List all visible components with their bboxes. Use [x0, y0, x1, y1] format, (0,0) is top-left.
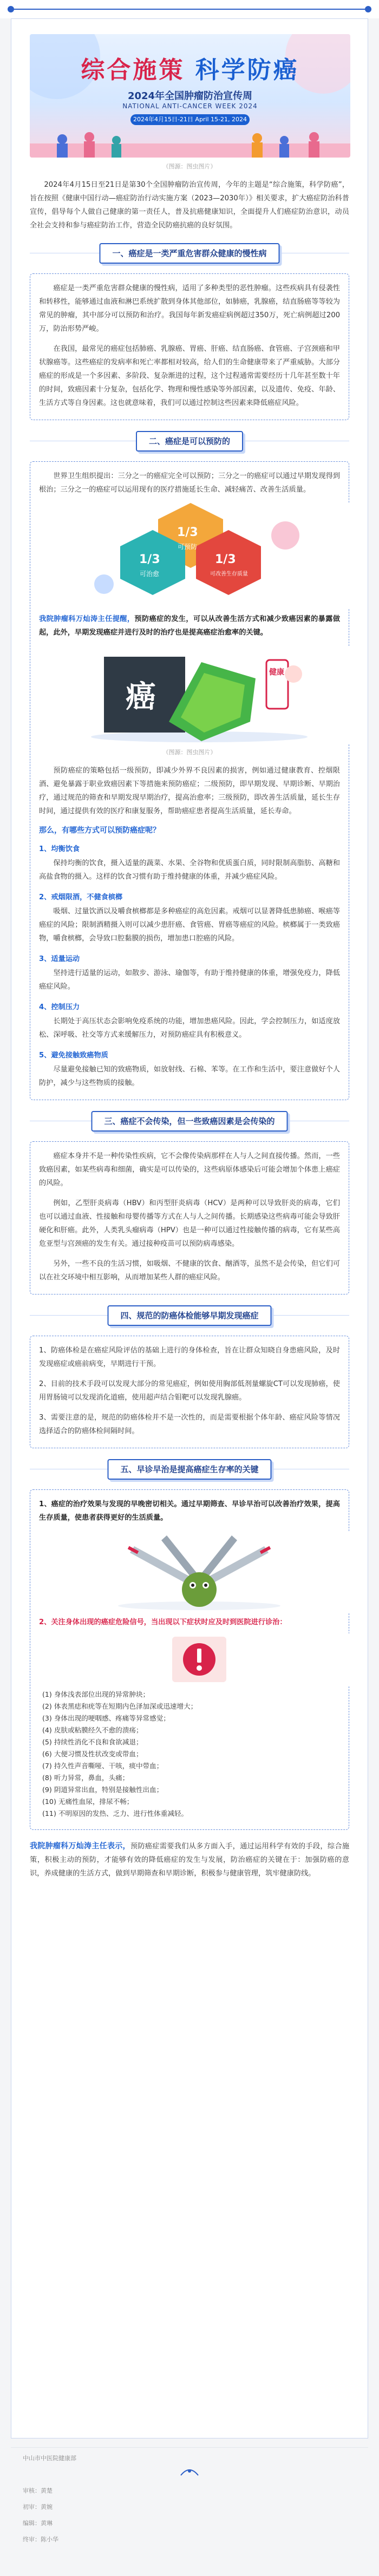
banner-title: 综合施策 科学防癌	[81, 56, 299, 84]
article-frame	[11, 18, 368, 2438]
crowd-illustration	[30, 127, 350, 158]
prevention-item	[39, 1001, 340, 1042]
prevention-item-text: 吸烟、过量饮酒以及嚼食槟榔都是多种癌症的高危因素。戒烟可以显著降低患肺癌、喉癌等癌症的风险；限制酒精摄入则可以减少患肝癌、食管癌、胃癌等癌症的风险。槟榔属于一类致癌物，嚼食槟榔，会导致口腔黏膜的损伤，增加患口腔癌的风险。	[39, 907, 340, 943]
footer-leaf-icon	[179, 2467, 200, 2477]
section-3-heading: 三、癌症不会传染，但一些致癌因素是会传染的	[30, 1111, 349, 1133]
prevention-item-heading: 5、避免接触致癌物质	[39, 1051, 108, 1060]
image-caption-2: （图源：图虫图片）	[162, 749, 217, 756]
banner-subtitle-en: NATIONAL ANTI-CANCER WEEK 2024	[122, 102, 258, 110]
section-3-paragraph-2: 例如，乙型肝炎病毒（HBV）和丙型肝炎病毒（HCV）是两种可以导致肝炎的病毒，它们也可以通过血液、性接触和母婴传播等方式在人与人之间传播。长期感染这些病毒可能会导致肝硬化和肝癌。此外，人类乳头瘤病毒（HPV）也是一种可以通过性接触传播的病毒，它有某些高危亚型与宫颈癌的发生有关。通过接种疫苗可以预防病毒感染。	[39, 1199, 340, 1248]
prevention-item-text: 长期处于高压状态会影响免疫系统的功能，增加患癌风险。因此，学会控制压力，如适度放松、深呼吸、社交等方式来缓解压力，对预防癌症具有积极意义。	[39, 1017, 340, 1039]
section-1-heading: 一、癌症是一类严重危害群众健康的慢性病	[30, 243, 349, 265]
doctor-quote: 我院肿瘤科万灿涛主任提醒，预防癌症的发生，可以从改善生活方式和减少致癌因素的暴露做起，此外，早期发现癌症并进行及时的治疗也是提高癌症治愈率的关键。	[39, 615, 341, 637]
section-5-card	[30, 1489, 349, 1830]
prevention-item-text: 尽量避免接触已知的致癌物质，如放射线、石棉、苯等。在工作和生活中，要注意做好个人防护，减少与这些物质的接触。	[39, 1065, 340, 1087]
warning-signal: (10) 无痛性血尿，排尿不畅；	[42, 1797, 134, 1806]
warning-signals-list	[42, 1689, 340, 1820]
section-3-card	[30, 1141, 349, 1294]
warning-signal: (6) 大便习惯及性状改变或带血；	[42, 1750, 143, 1758]
improve-label: 可改善生存质量	[210, 571, 248, 577]
warning-signal: (11) 不明原因的发热、乏力、进行性体重减轻。	[42, 1809, 188, 1817]
prevention-item-heading: 2、戒烟限酒，不健食槟榔	[39, 893, 123, 901]
footer-divider	[11, 2447, 368, 2448]
footer-editor: 编辑：黄琳	[23, 2520, 53, 2527]
section-4-heading: 四、规范的防癌体检能够早期发现癌症	[30, 1305, 349, 1327]
swords-illustration	[39, 1531, 360, 1612]
warning-signal: (8) 听力异常，鼻血，头痛；	[42, 1774, 129, 1782]
one-third-label-b: 1/3	[139, 553, 160, 566]
warning-signal: (4) 皮肤或粘膜经久不愈的溃疡；	[42, 1726, 143, 1734]
one-third-illustration	[39, 503, 360, 609]
footer-final-review: 终审：陈小华	[23, 2536, 58, 2543]
warning-signal: (1) 身体浅表部位出现的异常肿块；	[42, 1690, 150, 1698]
section-1-card	[30, 273, 349, 420]
image-caption: （图源：图虫图片）	[162, 163, 217, 170]
screening-point: 2、目前的技术手段可以发现大部分的常见癌症，例如使用胸部低剂量螺旋CT可以发现肺癌，使用胃肠镜可以发现消化道癌，使用超声结合钼靶可以发现乳腺癌。	[39, 1380, 340, 1402]
warning-signals-intro: 2、关注身体出现的癌症危险信号，当出现以下症状时应及时到医院进行诊治：	[39, 1618, 287, 1626]
prevention-item-heading: 4、控制压力	[39, 1003, 80, 1011]
shield-illustration	[39, 646, 360, 743]
warning-signal: (7) 持久性声音嘶哑、干咳，痰中带血；	[42, 1762, 164, 1770]
warning-signal: (3) 身体出现的哽咽感、疼痛等异常感觉；	[42, 1714, 170, 1722]
hero-banner	[30, 34, 350, 158]
banner-subtitle: 2024年全国肿瘤防治宣传周	[127, 90, 253, 102]
section-2-card	[30, 461, 349, 1100]
prevention-item	[39, 1049, 340, 1090]
cure-label: 可治愈	[140, 570, 160, 578]
one-third-label-a: 1/3	[177, 526, 198, 539]
prevention-item	[39, 843, 340, 884]
top-decoration	[0, 0, 379, 18]
screening-point: 3、需要注意的是，规范的防癌体检并不是一次性的，而是需要根据个体年龄、癌症风险等情况选择适合的防癌体检间隔时间。	[39, 1414, 340, 1435]
prevention-item-text: 坚持进行适量的运动，如散步、游泳、瑜伽等，有助于维持健康的体重，增强免疫力，降低癌症风险。	[39, 969, 340, 991]
section-3-paragraph-3: 另外，一些不良的生活习惯，如吸烟、不健康的饮食、酗酒等，虽然不是会传染，但它们可以在社交环境中相互影响，从而增加某些人群的癌症风险。	[39, 1260, 340, 1282]
footer-org: 中山市中医院健康部	[23, 2455, 76, 2462]
cancer-word: 癌	[126, 679, 156, 715]
closing-paragraph: 我院肿瘤科万灿涛主任表示，预防癌症需要我们从多方面入手，通过运用科学有效的手段，综合施策，积极主动的预防，才能够有效的降低癌症的发生与发展，防治癌症的关键在于：加强防癌的意识，养成健康的生活方式，做到早期筛查和早期诊断，积极参与健康管理，筑牢健康防线。	[30, 1842, 350, 1878]
banner-dates: 2024年4月15日-21日 April 15-21, 2024	[130, 114, 250, 125]
footer-review: 审核：黄楚	[23, 2487, 53, 2494]
early-treatment-paragraph: 1、癌症的治疗效果与发现的早晚密切相关。通过早期筛查、早诊早治可以改善治疗效果，提高生存质量，使患者获得更好的生活质量。	[39, 1500, 340, 1522]
prevention-item	[39, 891, 340, 945]
section-3-paragraph-1: 癌症本身并不是一种传染性疾病，它不会像传染病那样在人与人之间直接传播。然而，一些致癌因素，如某些病毒和细菌，确实是可以传染的，这些病原体感染后可能会增加个体患上癌症的风险。	[39, 1152, 340, 1187]
section-5-heading: 五、早诊早治是提高癌症生存率的关键	[30, 1459, 349, 1481]
warning-signal: (9) 阴道异常出血，特别是接触性出血；	[42, 1786, 164, 1794]
section-2-paragraph-2: 预防癌症的策略包括一级预防，即减少外界不良因素的损害，例如通过健康教育、控烟限酒、避免暴露于职业致癌因素下等措施来预防癌症；二级预防，即早期发现、早期诊断、早期治疗，通过规范的筛查和早期发现早期治疗，提高治愈率；三级预防，即改善生活质量，延长生存时间，通过提供有效的医疗和康复服务，帮助癌症患者提高生活质量，延长寿命。	[39, 767, 340, 815]
warning-illustration	[39, 1633, 360, 1685]
prevent-label: 可预防	[178, 543, 198, 551]
prevention-item	[39, 953, 340, 993]
screening-point: 1、防癌体检是在癌症风险评估的基础上进行的身体检查，旨在让群众知晓自身患癌风险，及时发现癌症或癌前病变，早期进行干预。	[39, 1346, 340, 1368]
prevention-item-heading: 1、均衡饮食	[39, 845, 80, 853]
prevention-item-text: 保持均衡的饮食，摄入适量的蔬菜、水果、全谷物和优质蛋白质，同时限制高脂肪、高糖和高盐食物的摄入。这样的饮食习惯有助于维持健康的体重，并减少癌症风险。	[39, 859, 340, 881]
section-1-paragraph-2: 在我国，最常见的癌症包括肺癌、乳腺癌、胃癌、肝癌、结直肠癌、食管癌、子宫颈癌和甲状腺癌等。这些癌症的发病率和死亡率都相对较高，给人们的生命健康带来了严重威胁。大部分癌症的形成是一个多因素、多阶段、复杂渐进的过程，这个过程通常需要经历十几年甚至数十年的时间，致癌因素十分复杂，包括化学、物理和慢性感染等外部因素，以及遗传、免疫、年龄、生活方式等自身因素。这也就意味着，我们可以通过控制这些因素来降低癌症风险。	[39, 345, 340, 407]
warning-signal: (5) 持续性消化不良和食欲减退；	[42, 1738, 143, 1746]
section-4-card	[30, 1336, 349, 1448]
section-2-paragraph-1: 世界卫生组织提出：三分之一的癌症完全可以预防；三分之一的癌症可以通过早期发现得到根治；三分之一的癌症可以运用现有的医疗措施延长生命、减轻痛苦、改善生活质量。	[39, 472, 340, 494]
intro-paragraph: 2024年4月15日至21日是第30个全国肿瘤防治宣传周，今年的主题是“综合施策，科学防癌”，旨在按照《健康中国行动—癌症防治行动实施方案（2023—2030年）》相关要求，扩大癌症防治科普宣传，倡导每个人做自己健康的第一责任人，普及抗癌健康知识，全面提升人们癌症防治意识，动员全社会支持和参与癌症防治工作，营造全民防癌抗癌的良好氛围。	[30, 181, 349, 230]
section-1-paragraph-1: 癌症是一类严重危害群众健康的慢性病，适用了多种类型的恶性肿瘤。这些疾病具有侵袭性和转移性，能够通过血液和淋巴系统扩散到身体其他部位，如肺癌，乳腺癌，结直肠癌等等较为常见的肿瘤，其中部分可以预防和治疗。我国每年新发癌症病例超过350万，死亡病例超过200万，防治形势严峻。	[39, 284, 340, 333]
section-2-heading: 二、癌症是可以预防的	[30, 431, 349, 453]
warning-signal: (2) 体表黑痣和疣等在短期内色泽加深或迅速增大；	[42, 1702, 198, 1710]
one-third-label-c: 1/3	[215, 553, 236, 566]
footer-first-review: 初审：黄婉	[23, 2503, 53, 2510]
how-to-prevent-title: 那么，有哪些方式可以预防癌症呢？	[39, 826, 160, 835]
prevention-item-heading: 3、适量运动	[39, 955, 80, 963]
health-word: 健康	[269, 668, 284, 677]
